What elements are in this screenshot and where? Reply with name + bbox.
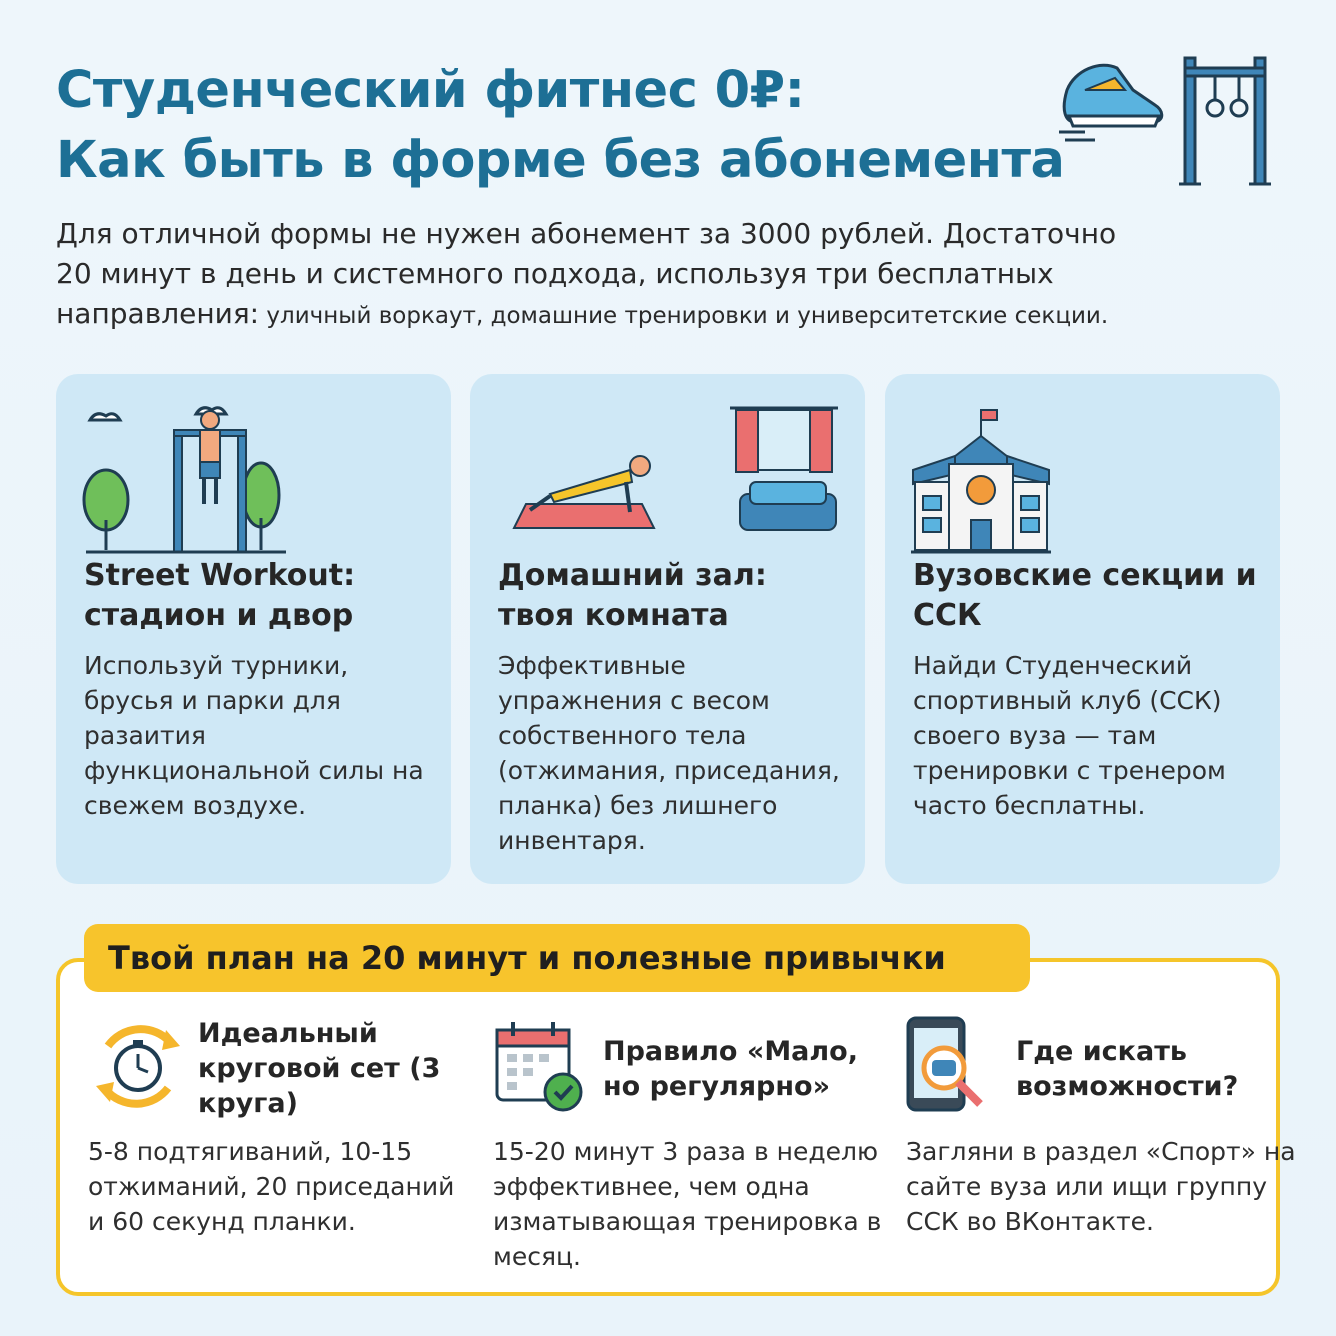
calendar-check-icon <box>493 1016 593 1116</box>
hero-icons <box>1055 50 1285 190</box>
tip-title: Идеальный круговой сет (3 круга) <box>198 1018 441 1119</box>
card-text: Эффективные упражнения с весом собственного тела (отжимания, приседания, планка) без лишнего инвентаря. <box>498 651 840 855</box>
card-title: Вузовские секции и ССК <box>913 558 1257 633</box>
card-text: Используй турники, брусья и парки для разаития функциональной силы на свежем воздухе. <box>84 651 424 820</box>
intro-line-1: Для отличной формы не нужен абонемент за 3000 рублей. Достаточно <box>56 217 1117 250</box>
intro-line-3-lead: направления: <box>56 297 260 330</box>
sneaker-icon <box>1059 65 1162 140</box>
tip-text: Загляни в раздел «Спорт» на сайте вуза или ищи группу ССК во ВКонтакте. <box>906 1137 1296 1236</box>
card-street-workout <box>56 374 451 884</box>
title-line-1: Студенческий фитнес 0₽: <box>56 61 805 120</box>
stopwatch-cycle-icon <box>88 1016 188 1116</box>
pullup-bar-icon <box>1179 58 1271 184</box>
phone-search-icon <box>906 1016 1006 1116</box>
intro-text <box>56 214 1296 336</box>
tip-title: Где искать возможности? <box>1016 1036 1239 1102</box>
card-title: Домашний зал: твоя комната <box>498 558 767 633</box>
card-university <box>885 374 1280 884</box>
tip-title: Правило «Мало, но регулярно» <box>603 1036 858 1102</box>
intro-line-3 <box>56 294 1296 336</box>
home-workout-icon <box>490 400 845 560</box>
card-home-workout <box>470 374 865 884</box>
intro-line-3-rest: уличный воркаут, домашние тренировки и университетские секции. <box>259 303 1109 329</box>
university-icon <box>905 400 1260 560</box>
street-workout-icon <box>76 400 431 560</box>
tip-text: 5-8 подтягиваний, 10-15 отжиманий, 20 приседаний и 60 секунд планки. <box>88 1137 455 1236</box>
plan-title: Твой план на 20 минут и полезные привычки <box>84 924 1030 992</box>
page-title <box>56 56 1166 196</box>
intro-line-2: 20 минут в день и системного подхода, используя три бесплатных <box>56 257 1054 290</box>
tip-where-to-look <box>906 1012 1296 1282</box>
tip-regular <box>493 1012 882 1282</box>
card-title: Street Workout: стадион и двор <box>84 558 356 633</box>
title-line-2: Как быть в форме без абонемента <box>56 131 1065 190</box>
card-text: Найди Студенческий спортивный клуб (ССК) своего вуза — там тренировки с тренером часто бесплатны. <box>913 651 1226 820</box>
tip-circuit <box>88 1012 468 1282</box>
tip-text: 15-20 минут 3 раза в неделю эффективнее, чем одна изматывающая тренировка в месяц. <box>493 1137 882 1271</box>
